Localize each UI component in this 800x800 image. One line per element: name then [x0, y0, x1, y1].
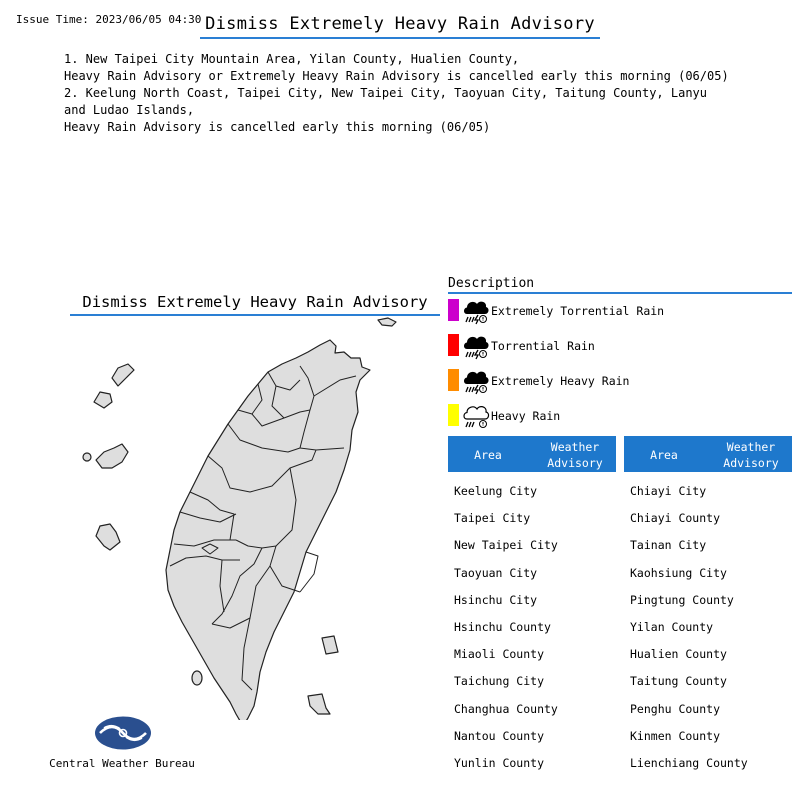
- area-name: Changhua County: [454, 701, 558, 716]
- notice-line: 2. Keelung North Coast, Taipei City, New Taipei City, Taoyuan City, Taitung County, Lanyu: [64, 86, 707, 100]
- matsu-island: [112, 364, 134, 386]
- taiwan-main-island: [166, 340, 370, 720]
- table-row: [448, 608, 616, 635]
- table-row: [624, 472, 792, 499]
- area-name: New Taipei City: [454, 538, 558, 553]
- area-table-left: [448, 436, 616, 771]
- table-row: [624, 744, 792, 771]
- table-header: [448, 436, 616, 472]
- green-island: [322, 636, 338, 654]
- area-name: Keelung City: [454, 484, 538, 498]
- taiwan-map: [60, 310, 400, 720]
- legend-swatch: [448, 404, 459, 426]
- header-area: Area: [650, 448, 678, 462]
- table-row: [624, 717, 792, 744]
- area-name: Taipei City: [454, 511, 531, 526]
- notice-line: Heavy Rain Advisory is cancelled early this morning (06/05): [64, 120, 491, 134]
- cloud-rain-lightning-icon: [462, 367, 490, 395]
- area-name: Hsinchu County: [454, 619, 551, 634]
- cloud-rain-lightning-icon: [462, 297, 490, 325]
- table-row: [448, 635, 616, 662]
- legend-swatch: [448, 334, 459, 356]
- header-advisory: Weather Advisory: [547, 440, 603, 470]
- small-islet: [96, 524, 120, 550]
- area-name: Penghu County: [630, 701, 721, 716]
- issue-time: Issue Time: 2023/06/05 04:30: [16, 13, 202, 26]
- page-title: Dismiss Extremely Heavy Rain Advisory: [200, 14, 600, 39]
- area-name: Pingtung County: [630, 592, 734, 607]
- legend-label: Torrential Rain: [491, 339, 595, 353]
- cwb-logo: [94, 716, 152, 750]
- table-row: [448, 717, 616, 744]
- table-row: [448, 499, 616, 526]
- table-row: [624, 526, 792, 553]
- table-row: [624, 662, 792, 689]
- guishan-island: [378, 318, 396, 326]
- area-name: Tainan City: [630, 538, 707, 553]
- cloud-rain-icon: [462, 402, 490, 430]
- table-row: [448, 554, 616, 581]
- area-name: Chiayi County: [630, 511, 721, 526]
- table-row: [624, 499, 792, 526]
- table-row: [448, 526, 616, 553]
- area-name: Hsinchu City: [454, 592, 538, 607]
- legend-label: Extremely Torrential Rain: [491, 304, 665, 318]
- area-name: Chiayi City: [630, 484, 707, 498]
- legend-title: Description: [448, 276, 792, 294]
- table-header: [624, 436, 792, 472]
- table-row: [624, 581, 792, 608]
- area-name: Lienchiang County: [630, 755, 748, 770]
- table-row: [624, 635, 792, 662]
- table-row: [624, 690, 792, 717]
- penghu-island: [96, 444, 128, 468]
- table-row: [624, 554, 792, 581]
- table-row: [448, 662, 616, 689]
- orchid-island: [308, 694, 330, 714]
- legend-swatch: [448, 299, 459, 321]
- legend-label: Heavy Rain: [491, 409, 561, 423]
- area-name: Miaoli County: [454, 647, 545, 662]
- header-advisory: Weather Advisory: [723, 440, 779, 470]
- table-row: [624, 608, 792, 635]
- area-name: Yilan County: [630, 619, 714, 634]
- table-row: [448, 690, 616, 717]
- area-name: Kinmen County: [630, 728, 721, 743]
- table-row: [448, 744, 616, 771]
- notice-line: and Ludao Islands,: [64, 103, 195, 117]
- table-row: [448, 581, 616, 608]
- kinmen-island: [94, 392, 112, 408]
- area-name: Taitung County: [630, 674, 727, 689]
- table-row: [448, 472, 616, 499]
- area-name: Taoyuan City: [454, 565, 538, 580]
- advisory-notice: [64, 51, 754, 136]
- legend-label: Extremely Heavy Rain: [491, 374, 630, 388]
- header-area: Area: [474, 448, 502, 462]
- cloud-rain-lightning-icon: [462, 332, 490, 360]
- legend-swatch: [448, 369, 459, 391]
- area-table-right: [624, 436, 792, 771]
- area-name: Taichung City: [454, 674, 545, 689]
- liuqiu-island: [192, 671, 202, 685]
- area-name: Hualien County: [630, 647, 727, 662]
- notice-line: 1. New Taipei City Mountain Area, Yilan County, Hualien County,: [64, 52, 520, 66]
- penghu-islet: [83, 453, 91, 461]
- area-name: Nantou County: [454, 728, 545, 743]
- area-name: Yunlin County: [454, 755, 545, 770]
- cwb-label: Central Weather Bureau: [49, 757, 195, 770]
- area-name: Kaohsiung City: [630, 565, 727, 580]
- map-title: Dismiss Extremely Heavy Rain Advisory: [70, 293, 440, 316]
- notice-line: Heavy Rain Advisory or Extremely Heavy Rain Advisory is cancelled early this morning (06/05): [64, 69, 729, 83]
